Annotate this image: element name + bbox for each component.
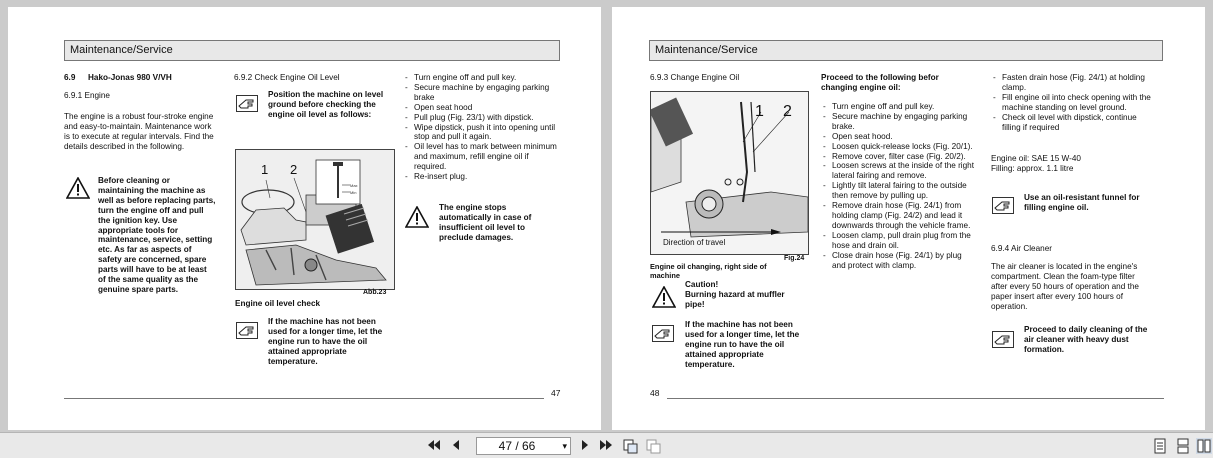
longer-time-note: If the machine has not been used for a longer time, let the engine run to have the oil attained appropriate temperature. xyxy=(685,320,800,369)
list-item: - Wipe dipstick, push it into opening until stop and pull it again. xyxy=(403,123,563,143)
engine-stops-warning: The engine stops automatically in case of insufficient oil level to preclude damages. xyxy=(439,203,532,242)
caution-text: Burning hazard at muffler pipe! xyxy=(685,290,785,309)
position-instruction: Position the machine on level ground before checking the engine oil level as follows: xyxy=(268,90,384,119)
list-item: - Lightly tilt lateral fairing to the outside then remove by pulling up. xyxy=(821,181,976,201)
pointing-hand-icon xyxy=(992,197,1014,214)
section-number: 6.9 xyxy=(64,73,76,82)
callout-1: 1 xyxy=(261,162,269,177)
fit-page-icon[interactable] xyxy=(622,438,638,454)
pointing-hand-icon xyxy=(236,322,258,339)
subsection-air-cleaner: 6.9.4 Air Cleaner xyxy=(991,244,1052,253)
footer-rule xyxy=(64,398,544,399)
engine-oil-change-figure xyxy=(650,91,809,255)
footer-rule xyxy=(667,398,1164,399)
subsection-check-oil: 6.9.2 Check Engine Oil Level xyxy=(234,73,340,82)
list-item: - Oil level has to mark between minimum and maximum, refill engine oil if required. xyxy=(403,142,563,172)
funnel-note: Use an oil-resistant funnel for filling engine oil. xyxy=(1024,193,1140,212)
last-page-icon[interactable] xyxy=(598,438,614,454)
warning-text: Before cleaning or maintaining the machine as well as before replacing parts, turn the engine off and pull the ignition key. Use appropriate tools for maintenance, service, setting etc. As far as aspects of safety are concerned, spare parts will have to be at least of the same quality as the genuine spare parts. xyxy=(98,176,216,294)
check-oil-steps xyxy=(403,73,563,182)
filling-spec: Filling: approx. 1.1 litre xyxy=(991,164,1074,173)
dipstick-max-label: Max xyxy=(350,183,358,188)
list-item: - Open seat hood. xyxy=(821,132,976,142)
caution-title: Caution! xyxy=(685,280,719,289)
list-item: - Check oil level with dipstick, continue filling if required xyxy=(991,113,1151,133)
list-item: - Fasten drain hose (Fig. 24/1) at holding clamp. xyxy=(991,73,1151,93)
engine-oil-spec: Engine oil: SAE 15 W-40 xyxy=(991,154,1081,163)
subsection-engine: 6.9.1 Engine xyxy=(64,91,110,100)
callout-2: 2 xyxy=(290,162,298,177)
list-item: - Loosen clamp, pull drain plug from the hose and drain oil. xyxy=(821,231,976,251)
proceed-title: Proceed to the following befor changing engine oil: xyxy=(821,73,939,92)
figure-number: Abb.23 xyxy=(363,289,387,296)
list-item: - Open seat hood xyxy=(403,103,563,113)
dipstick-min-label: Min xyxy=(350,190,357,195)
change-oil-steps xyxy=(821,102,976,270)
list-item: - Fill engine oil into check opening with the machine standing on level ground. xyxy=(991,93,1151,113)
longer-time-note: If the machine has not been used for a longer time, let the engine run to have the oil attained appropriate temperature. xyxy=(268,317,383,366)
list-item: - Secure machine by engaging parking brake xyxy=(403,83,563,103)
section-title: Hako-Jonas 980 V/VH xyxy=(88,73,172,82)
subsection-change-oil: 6.9.3 Change Engine Oil xyxy=(650,73,740,82)
next-page-icon[interactable] xyxy=(578,438,592,454)
page-indicator: 47 / 66 xyxy=(498,439,536,453)
list-item: - Remove cover, filter case (Fig. 20/2). xyxy=(821,152,976,162)
finish-steps xyxy=(991,73,1151,132)
pointing-hand-icon xyxy=(652,325,674,342)
engine-drawing xyxy=(236,150,394,289)
list-item: - Loosen screws at the inside of the right lateral fairing and remove. xyxy=(821,161,976,181)
list-item: - Pull plug (Fig. 23/1) with dipstick. xyxy=(403,113,563,123)
list-item: - Close drain hose (Fig. 24/1) by plug and protect with clamp. xyxy=(821,251,976,271)
fit-width-icon[interactable] xyxy=(645,438,661,454)
continuous-view-icon[interactable] xyxy=(1176,438,1190,454)
figure-caption: Engine oil changing, right side of machine xyxy=(650,262,767,280)
document-page-47 xyxy=(8,7,601,430)
list-item: - Turn engine off and pull key. xyxy=(821,102,976,112)
drain-hose-drawing xyxy=(651,92,808,254)
engine-paragraph: The engine is a robust four-stroke engine and easy-to-maintain. Maintenance work is to execute at regular intervals. Find the details described in the following. xyxy=(64,112,214,151)
prev-page-icon[interactable] xyxy=(449,438,463,454)
warning-triangle-icon xyxy=(66,177,90,199)
list-item: - Turn engine off and pull key. xyxy=(403,73,563,83)
figure-caption: Engine oil level check xyxy=(235,299,321,308)
warning-triangle-icon xyxy=(405,206,429,228)
first-page-icon[interactable] xyxy=(426,438,442,454)
callout-1: 1 xyxy=(755,103,764,120)
page-number: 47 xyxy=(551,388,561,398)
two-page-view-icon[interactable] xyxy=(1196,438,1212,454)
list-item: - Loosen quick-release locks (Fig. 20/1). xyxy=(821,142,976,152)
single-page-view-icon[interactable] xyxy=(1153,438,1167,454)
daily-cleaning-note: Proceed to daily cleaning of the air cleaner with heavy dust formation. xyxy=(1024,325,1148,354)
pointing-hand-icon xyxy=(236,95,258,112)
air-cleaner-paragraph: The air cleaner is located in the engine's compartment. Clean the foam-type filter after every 50 hours of operation and the paper insert after every 100 hours of operation. xyxy=(991,262,1139,311)
callout-2: 2 xyxy=(783,103,792,120)
page-number: 48 xyxy=(650,388,660,398)
direction-of-travel-label: Direction of travel xyxy=(663,238,726,247)
list-item: - Re-insert plug. xyxy=(403,172,563,182)
list-item: - Remove drain hose (Fig. 24/1) from holding clamp (Fig. 24/2) and lead it downwards through the vehicle frame. xyxy=(821,201,976,231)
warning-triangle-icon xyxy=(652,286,676,308)
list-item: - Secure machine by engaging parking brake. xyxy=(821,112,976,132)
page-number-select[interactable] xyxy=(476,437,571,455)
pointing-hand-icon xyxy=(992,331,1014,348)
page-header: Maintenance/Service xyxy=(649,40,1163,61)
figure-number: Fig.24 xyxy=(784,255,805,262)
viewer-toolbar xyxy=(0,432,1213,458)
document-page-48 xyxy=(612,7,1205,430)
page-header: Maintenance/Service xyxy=(64,40,560,61)
chevron-down-icon: ▾ xyxy=(562,441,567,451)
engine-oil-level-figure xyxy=(235,149,395,290)
